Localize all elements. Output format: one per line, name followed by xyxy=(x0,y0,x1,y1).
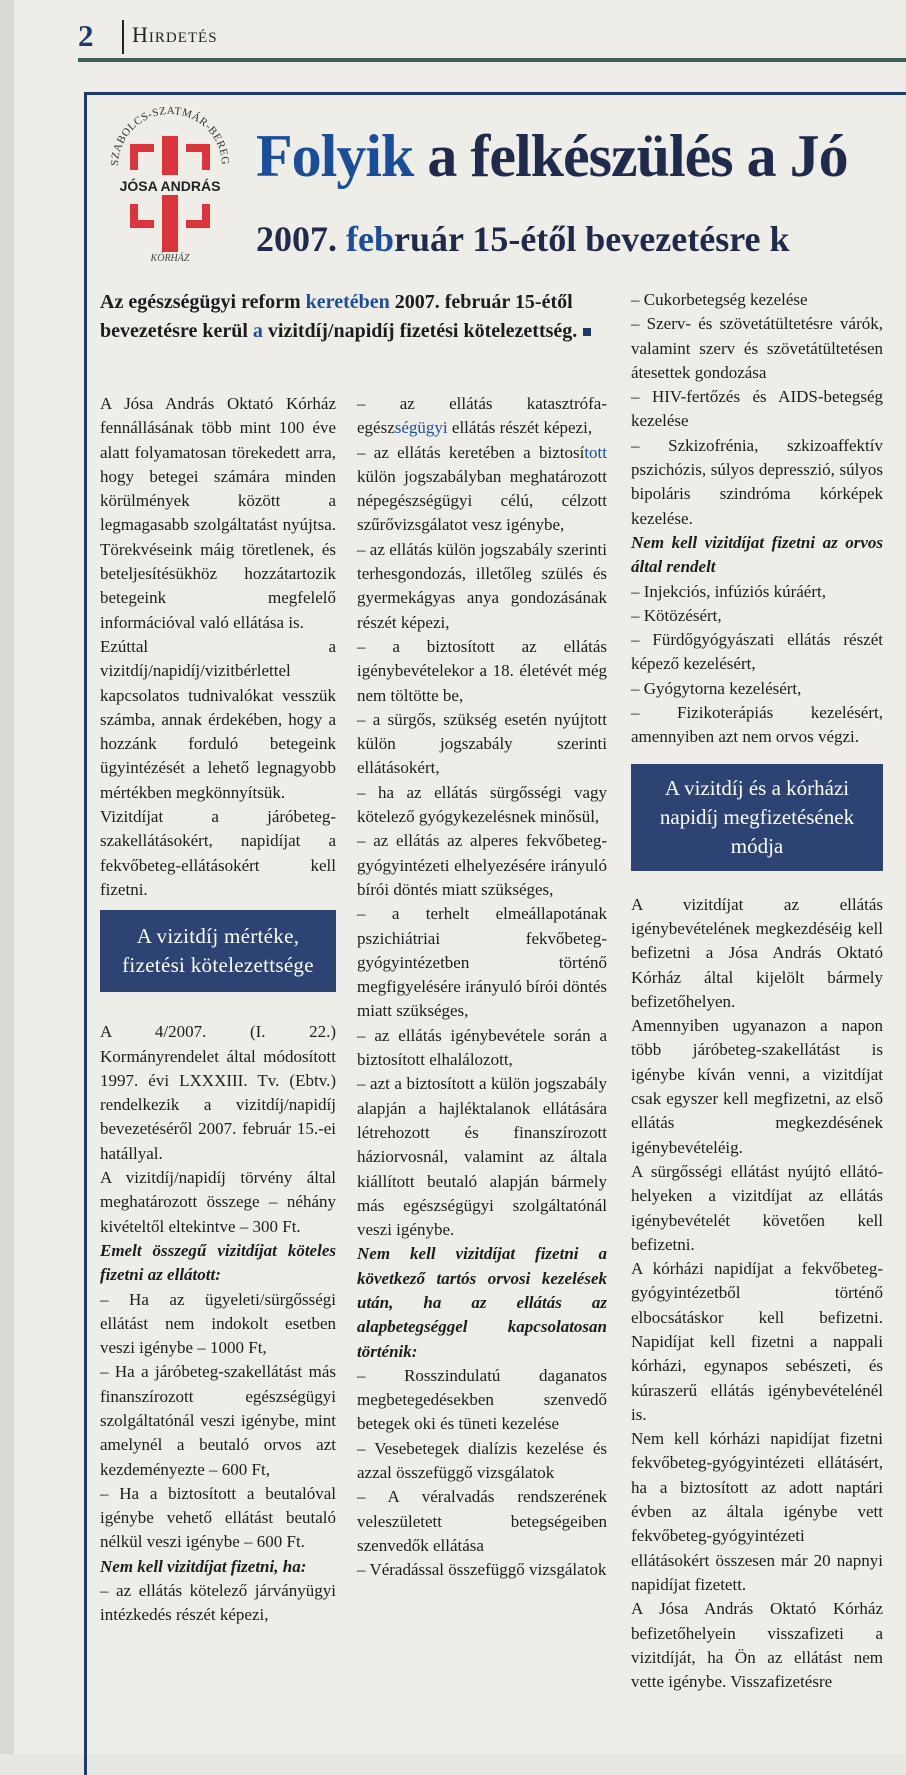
section-title: Hirdetés xyxy=(132,22,218,47)
list-item: – Véradással összefüggő vizsgálatok xyxy=(357,1560,607,1580)
paragraph: A 4/2007. (I. 22.) Kormányrendelet által módosított 1997. évi LXXXIII. Tv. (Ebtv.) rendelkezik a vizitdíj/napidíj bevezetéséről 2007. február 15.-ei hatállyal. xyxy=(100,1022,336,1163)
paragraph: A vizitdíj/napidíj törvény által meghatározott összege – néhány kivételtől eltekintve – 300 Ft. xyxy=(100,1168,336,1236)
page-margin xyxy=(0,0,14,1754)
section-heading-box: A vizitdíj és a kórházi napidíj megfizetésének módja xyxy=(631,764,883,871)
headline-highlight: Folyik xyxy=(256,123,414,189)
paragraph: Ezúttal a vizitdíj/napidíj/vizitbérlettel kapcsolatos tudnivalókat vesszük számba, annak érdekében, hogy a hozzánk forduló betegeink ügyintézését a lehető legnagyobb mértékben megkönnyítsük. xyxy=(100,636,336,802)
list-item: – Ha a járóbeteg-szakellátást más finanszírozott egészségügyi szolgáltatónál veszi igénybe, mint amelynél a beutaló orvos azt kezdeményezte – 600 Ft, xyxy=(100,1362,336,1479)
lead-text-d: a xyxy=(252,320,263,342)
lead-paragraph xyxy=(100,288,620,346)
list-item: – az ellátás külön jogszabály szerinti terhesgondozás, illetőleg szülés és gyermekágyas anya gondozásának részét képezi, xyxy=(357,539,607,632)
list-item: – Injekciós, infúziós kúráért, xyxy=(631,581,826,601)
text: – az ellátás keretében a biztosí xyxy=(357,442,585,462)
page-number: 2 xyxy=(78,18,94,53)
list-item: – a biztosított az ellátás igénybevételekor a 18. életévét még nem töltötte be, xyxy=(357,636,607,705)
text: külön jogszabályban meghatározott népegészségügyi célú, célzott szűrővizsgálatot vesz igénybe, xyxy=(357,466,607,535)
subhead-part3: ruár 15-étől bevezetésre k xyxy=(394,219,790,259)
header-rule xyxy=(78,58,906,62)
lead-text-e: vizitdíj/napidíj fizetési kötelezettség. xyxy=(262,320,578,342)
paragraph: Vizitdíjat a járóbeteg-szakellátásokért, napidíjat a fekvőbeteg-ellátásokért kell fizetni. xyxy=(100,807,336,899)
list-item: – az ellátás igénybevétele során a biztosított elhalálozott, xyxy=(357,1025,607,1070)
list-item xyxy=(357,441,607,538)
list-item: – a terhelt elmeállapotának pszichiátriai fekvőbeteg-gyógyintézetben történő megfigyelésére irányuló bírói döntés miatt szükséges, xyxy=(357,904,607,1021)
paragraph: A sürgősségi ellátást nyújtó ellátó-helyeken a vizitdíjat az ellátás igénybevételét követően kell befizetni. xyxy=(631,1161,883,1254)
subhead-highlight: feb xyxy=(346,219,394,259)
hospital-logo-graphic xyxy=(100,96,240,266)
logo-arc-text: SZABOLCS-SZATMÁR-BEREG xyxy=(108,104,232,167)
logo-bottom-text: KÓRHÁZ xyxy=(150,253,190,264)
emphasis-heading: Emelt összegű vizitdíjat köteles fizetni az ellátott: xyxy=(100,1240,336,1285)
end-square-icon xyxy=(583,328,591,336)
text-blue: tott xyxy=(584,442,607,462)
list-item: – ha az ellátás sürgősségi vagy kötelező gyógykezelésnek minősül, xyxy=(357,782,607,827)
list-item: – azt a biztosított a külön jogszabály alapján a hajléktalanok ellátására létrehozott és finanszírozott háziorvosnál, valamint az általa kiállított beutaló alapján bármely más egészségügyi szolgáltatónál veszi igénybe. xyxy=(357,1074,607,1240)
emphasis-heading: Nem kell vizitdíjat fizetni az orvos által rendelt xyxy=(631,532,883,577)
list-item: – az ellátás az alperes fekvőbeteg-gyógyintézeti elhelyezésére irányuló bírói döntés miatt szükséges, xyxy=(357,831,607,899)
list-item: – Szkizofrénia, szkizoaffektív pszichózis, súlyos depresszió, súlyos bipoláris szindróma kórképek kezelése. xyxy=(631,435,883,528)
list-item: – Cukorbetegség kezelése xyxy=(631,290,808,309)
text: ellátás részét képezi, xyxy=(447,418,593,438)
list-item: – a sürgős, szükség esetén nyújtott külön jogszabály szerinti ellátásokért, xyxy=(357,709,607,778)
list-item xyxy=(357,392,607,441)
headline-rest: a felkészülés a Jó xyxy=(413,123,848,189)
header-divider xyxy=(122,20,124,54)
column-2 xyxy=(357,392,607,1583)
column-1 xyxy=(100,392,336,1628)
subheadline xyxy=(256,218,790,260)
list-item: – Ha az ügyeleti/sürgősségi ellátást nem indokolt esetben veszi igénybe – 1000 Ft, xyxy=(100,1289,336,1358)
lead-text-b: keretében xyxy=(305,291,390,313)
emphasis-heading: Nem kell vizitdíjat fizetni a következő tartós orvosi kezelések után, ha az ellátás az alapbetegséggel kapcsolatosan történik: xyxy=(357,1244,607,1361)
list-item: – Gyógytorna kezelésért, xyxy=(631,678,802,698)
paragraph: Amennyiben ugyanazon a napon több járóbeteg-szakellátást is igénybe kíván venni, a vizitdíjat csak egyszer kell megfizetni, az első ellátás megkezdésének igénybevételéig. xyxy=(631,1016,883,1157)
paragraph: A kórházi napidíjat a fekvőbeteg-gyógyintézetből történő elbocsátáskor kell befizetni. Napidíjat kell fizetni a nappali kórházi, egynapos sebészeti, és kúraszerű ellátás igénybevételénél is. xyxy=(631,1259,883,1424)
list-item: – Rosszindulatú daganatos megbetegedésekben szenvedő betegek oki és tüneti kezelése xyxy=(357,1365,607,1434)
paragraph: Nem kell kórházi napidíjat fizetni fekvőbeteg-gyógyintézeti ellátásért, ha a biztosított az adott naptári évben az általa igénybe vett fekvőbeteg-gyógyintézeti ellátásokért összesen már 20 napnyi napidíjat fizetett. xyxy=(631,1429,883,1594)
list-item: – Ha a biztosított a beutalóval igénybe vehető ellátást beutaló nélkül veszi igénybe – 600 Ft. xyxy=(100,1483,336,1552)
list-item: – Szerv- és szövetátültetésre várók, valamint szerv és szövetátültetésen átesettek gondozása xyxy=(631,314,883,382)
headline xyxy=(256,122,848,191)
list-item: – Vesebetegek dialízis kezelése és azzal összefüggő vizsgálatok xyxy=(357,1438,607,1483)
section-heading-box: A vizitdíj mértéke, fizetési kötelezettsége xyxy=(100,910,336,992)
text-blue: ségügyi xyxy=(394,418,448,438)
page-header xyxy=(78,14,906,54)
paragraph: A vizitdíjat az ellátás igénybevételének megkezdéséig kell befizetni a Jósa András Oktató Kórház által kijelölt bármely befizetőhelyen. xyxy=(631,894,883,1011)
list-item: – az ellátás kötelező járványügyi intézkedés részét képezi, xyxy=(100,1581,336,1625)
subhead-part1: 2007. xyxy=(256,219,346,259)
list-item: – Fürdőgyógyászati ellátás részét képező kezelésért, xyxy=(631,630,883,674)
lead-text-c: 2007. február 15-étől bevezetésre kerül xyxy=(100,291,573,342)
text: – az ellátás katasztrófa-egész xyxy=(357,394,607,438)
logo-name: JÓSA ANDRÁS xyxy=(119,178,221,194)
list-item: – Kötözésért, xyxy=(631,605,722,625)
list-item: – HIV-fertőzés és AIDS-betegség kezelése xyxy=(631,387,883,431)
list-item: – A véralvadás rendszerének veleszületett betegségeiben szenvedők ellátása xyxy=(357,1487,607,1555)
hospital-logo xyxy=(100,96,240,266)
paragraph: A Jósa András Oktató Kórház fennállásának több mint 100 éve alatt folyamatosan törekedett arra, hogy betegei számára minden körülmények között a legmagasabb szolgáltatást nyújtsa. Törekvéseink máig töretlenek, és beteljesítésükhöz hozzátartozik betegeink megfelelő információval való ellátása is. xyxy=(100,394,336,632)
column-3 xyxy=(631,288,883,1694)
emphasis-heading: Nem kell vizitdíjat fizetni, ha: xyxy=(100,1556,307,1576)
lead-text-a: Az egészségügyi reform xyxy=(100,291,306,313)
list-item: – Fizikoterápiás kezelésért, amennyiben azt nem orvos végzi. xyxy=(631,703,883,747)
paragraph: A Jósa András Oktató Kórház befizetőhelyein visszafizeti a vizitdíját, ha Ön az ellátást nem vette igénybe. Visszafizetésre xyxy=(631,1599,883,1692)
